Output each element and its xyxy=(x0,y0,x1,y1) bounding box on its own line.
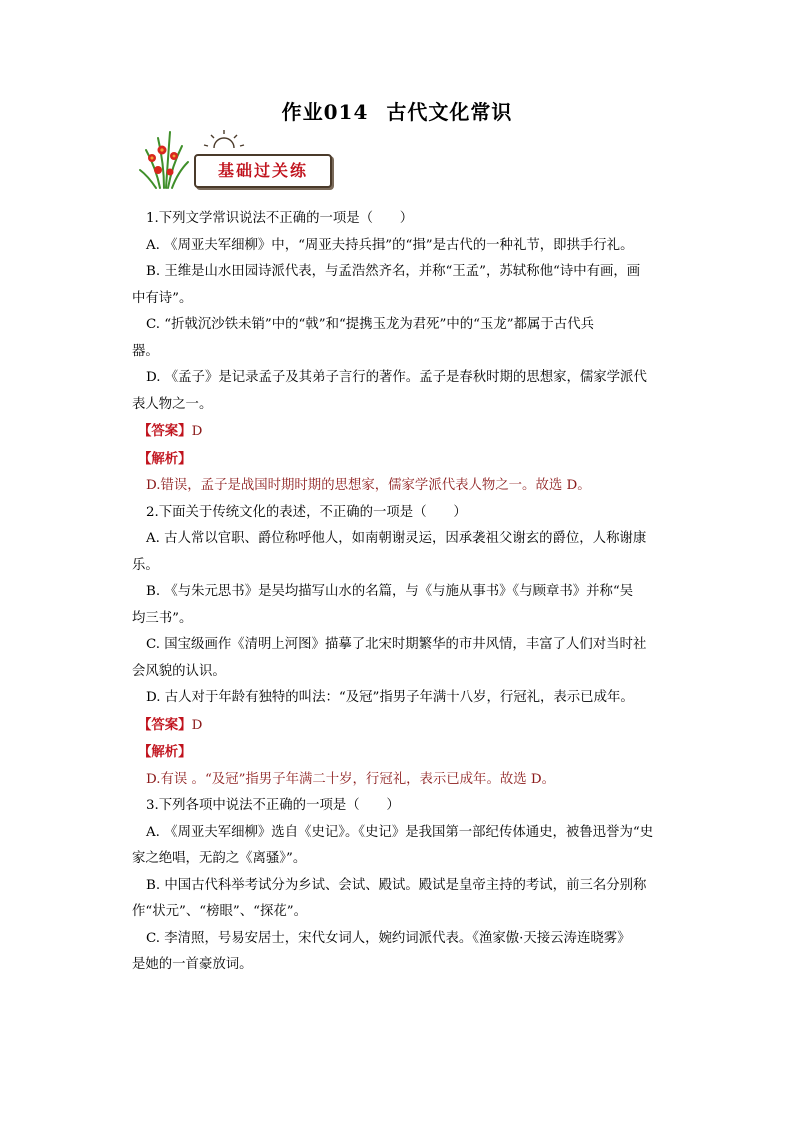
analysis-label: 【解析】 xyxy=(138,744,192,760)
q2-option-b-line1: B. 《与朱元思书》是吴均描写山水的名篇，与《与施从事书》《与顾章书》并称“吴 xyxy=(146,584,634,599)
q1-option-c-line1: C. “折戟沉沙铁未销”中的“戟”和“提携玉龙为君死”中的“玉龙”都属于古代兵 xyxy=(146,317,594,332)
q2-analysis-label xyxy=(138,739,676,767)
q1-option-c-line2: 器。 xyxy=(132,343,159,359)
q2-option-a-line2: 乐。 xyxy=(132,557,159,573)
q3-stem: 3.下列各项中说法不正确的一项是（ ） xyxy=(146,798,400,813)
page-title xyxy=(0,96,794,125)
q2-option-c-line2: 会风貌的认识。 xyxy=(132,663,226,679)
q3-option-a-line1: A. 《周亚夫军细柳》选自《史记》。《史记》是我国第一部纪传体通史，被鲁迅誉为“史 xyxy=(146,824,654,840)
q2-option-b-line2: 均三书”。 xyxy=(132,610,193,626)
title-number: 作业014 xyxy=(281,100,369,124)
q3-option-c-line2: 是她的一首豪放词。 xyxy=(132,957,253,972)
q3-option-b-line1: B. 中国古代科举考试分为乡试、会试、殿试。殿试是皇帝主持的考试，前三名分别称 xyxy=(146,877,647,893)
q3-option-a-line2: 家之绝唱，无韵之《离骚》”。 xyxy=(132,851,307,866)
q1-option-b-line1: B. 王维是山水田园诗派代表，与孟浩然齐名，并称“王孟”，苏轼称他“诗中有画，画 xyxy=(146,264,641,279)
q1-stem: 1.下列文学常识说法不正确的一项是（ ） xyxy=(146,211,414,226)
q3-option-b-line2: 作“状元”、“榜眼”、“探花”。 xyxy=(132,904,307,919)
title-text: 古代文化常识 xyxy=(386,100,513,124)
answer-value: D xyxy=(191,424,203,439)
answer-label: 【答案】 xyxy=(138,423,192,439)
badge-frame xyxy=(194,154,332,188)
badge-label: 基础过关练 xyxy=(217,161,308,180)
q1-option-b-line2: 中有诗”。 xyxy=(132,290,193,306)
q1-option-d-line2: 表人物之一。 xyxy=(132,396,213,412)
q1-option-a: A. 《周亚夫军细柳》中，“周亚夫持兵揖”的“揖”是古代的一种礼节，即拱手行礼。 xyxy=(146,237,634,253)
q1-option-d-line1: D. 《孟子》是记录孟子及其弟子言行的著作。孟子是春秋时期的思想家，儒家学派代 xyxy=(146,370,647,385)
q2-option-c-line1: C. 国宝级画作《清明上河图》描摹了北宋时期繁华的市井风情，丰富了人们对当时社 xyxy=(146,637,647,652)
q1-analysis: D.错误，孟子是战国时期时期的思想家，儒家学派代表人物之一。故选 D。 xyxy=(146,478,591,493)
q1-answer xyxy=(138,418,676,446)
q2-analysis: D.有误 。“及冠”指男子年满二十岁，行冠礼，表示已成年。故选 D。 xyxy=(146,771,556,787)
question-body xyxy=(132,206,676,979)
q2-option-d: D. 古人对于年龄有独特的叫法：“及冠”指男子年满十八岁，行冠礼，表示已成年。 xyxy=(146,690,634,705)
q1-analysis-label xyxy=(138,446,676,474)
q2-stem: 2.下面关于传统文化的表述，不正确的一项是（ ） xyxy=(146,504,467,520)
answer-label: 【答案】 xyxy=(138,716,192,733)
q2-answer xyxy=(138,712,676,740)
q3-option-c-line1: C. 李清照，号易安居士，宋代女词人，婉约词派代表。《渔家傲·天接云涛连晓雾》 xyxy=(146,930,631,946)
q2-option-a-line1: A. 古人常以官职、爵位称呼他人，如南朝谢灵运，因承袭祖父谢玄的爵位，人称谢康 xyxy=(146,531,647,546)
answer-value: D xyxy=(191,717,203,733)
analysis-label: 【解析】 xyxy=(138,450,192,467)
section-badge xyxy=(138,128,338,190)
